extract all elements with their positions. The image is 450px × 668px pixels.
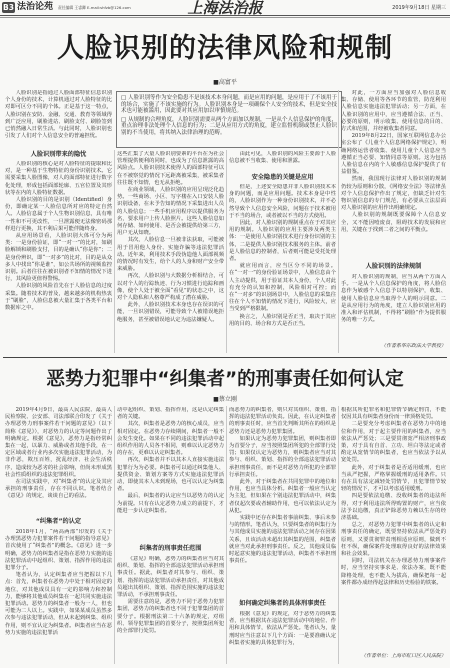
article-column-text <box>341 90 446 260</box>
paragraph: 而恶势力的纠集者，则只对其组织、策划、指挥的违法犯罪活动负责。因此，在认定纠集者的刑事责任时，应当首先判断其所在的组织是恶势力还是恶势力犯罪集团。 <box>229 407 336 435</box>
paragraph: 其次，纠集者是恶势力的核心成员，应当相对固定。在恶势力存续期间，纠集者一般不会发生变化。如果在不同的违法犯罪活动中起组织作用的人员各不相同，则难以认定恶势力的存在，更难以认定纠集者。 <box>117 421 224 457</box>
paragraph: 但是，上述安全隐患并非人脸识别技术本身的问题，而是应用问题。技术本身是中性的，人脸识别作为一种身份识别技术，并不必然导致个人信息安全风险，问题在于技术被用于不当的场合，或者被以不当的方式使用。 <box>229 184 336 219</box>
page-number-badge: B3 <box>3 3 14 12</box>
paragraph: 从应用场景看，人脸识别大体可分为两类：一是身份验证，即“一对一”的比对，如刷脸解锁和刷脸支付，目的是确认“你是你”；二是身份辨识，即“一对多”的比对，目的是从众多人中找出“你是谁”，如公共场所的视频监控识别。后者往往在被识别者不知情的情况下进行，其风险更值得警惕。 <box>5 233 112 283</box>
paragraph: 因此，对人脸识别的规制重点在于对其应用的规制。人脸识别的应用主要涉及两类主体：一是使用人脸识别技术进行身份识别的主体，二是提供人脸识别技术服务的主体。前者是人脸信息的控制者，后者则可能是受托处理者。 <box>229 220 336 263</box>
paragraph: 再次，人脸识别与大数据分析相结合，可以对个人的行踪轨迹、行为习惯进行追踪和画像，使个人处于被全面“看见”的状态之中，这对个人隐私和人格尊严构成了潜在威胁。 <box>117 273 224 302</box>
newspaper-masthead: 上海法治报 <box>187 0 263 17</box>
paragraph: 如果认定为恶势力犯罪集团，则纠集者即为首要分子，应当按照集团所犯的全部罪行处罚；如果仅认定为恶势力，则纠集者应当对其参与、组织、策划、指挥的全部违法犯罪活动承担刑事责任，而不是对恶势力所犯的全部罪行承担责任。 <box>229 435 336 478</box>
paragraph: 人脸识别是指通过人脸面部特征信息识别个人身份的技术，计算机通过对人脸特征的比对即可区分不同的个体。正是基于这一特点，人脸识别在安防、金融、交通、教育等领域得到广泛应用，刷脸进站、刷脸支付、刷脸签到已悄然融入日常生活。与此同时，人脸识别也引发了人们对个人信息安全的普遍担忧。 <box>5 90 112 140</box>
column-divider <box>338 406 339 664</box>
paragraph: 二是要充分考虑纠集者在恶势力中的地位和作用，对于起主要作用的纠集者，应当依法从严惩处；三是要贯彻宽严相济刑事政策，对于具有自首、立功、坦白等法定或者酌定从宽情节的纠集者，也应当依法予以从宽处罚。 <box>341 421 446 464</box>
paragraph: 2019年8月22日，国家互联网信息办公室公布了《儿童个人信息网络保护规定》，明确网络运营者收集、使用儿童个人信息应当遵循正当必要、知情同意等原则。这为包括人脸信息在内的个人敏感信息保护提供了有益借鉴。 <box>341 133 446 176</box>
paragraph: 四是要依法追缴、没收纠集者的违法所得，对于利用违法所得购置的财产，应当依法予以追缴，真正铲除恶势力赖以生存的经济基础。 <box>341 493 446 522</box>
header-divider <box>0 15 450 18</box>
section-name: 法治论苑 <box>17 2 54 12</box>
paragraph: 总之，对恶势力犯罪中纠集者的认定和刑事责任的确定，既要坚持依法从严惩处的原则，又要贯彻罪责刑相适应原则，做到不枉不纵，确保案件处理取得良好的法律效果和社会效果。 <box>341 522 446 558</box>
paragraph: 根据《意见》的规定，对于恶势力的纠集者，应当根据其在违法犯罪活动中的地位、作用和具体情节，依法从严惩处。笔者认为，量刑时应当注意以下几个方面：一是要准确认定纠集者实施的具体犯罪行为， <box>229 611 336 646</box>
subheading: 人脸识别带来的隐忧 <box>30 151 87 158</box>
issue-date: 2019年9月18日 星期三 <box>392 5 446 11</box>
paragraph: 同时，司法机关在办理恶势力刑事案件时，应当坚持实事求是、依法办案，既不能降格处理，也不能人为拔高，确保把每一起案件都办成经得起法律和历史检验的铁案。 <box>341 558 446 586</box>
paragraph: 此外，对于纠集者在共同犯罪中的地位和作用，也应当具体分析。纠集者一般应当认定为主犯，但如果在个别违法犯罪活动中，纠集者仅起次要或者辅助作用，也可以依法认定为从犯。 <box>229 479 336 514</box>
article-column-text <box>229 151 336 172</box>
article-column-text <box>5 90 112 148</box>
column-divider <box>338 90 339 353</box>
article-author: ■高富平 <box>213 79 237 86</box>
paragraph: 其次，人脸信息一旦被非法获取，可能被用于冒用他人身份、实施诈骗等违法犯罪活动。近年来，利用技术手段伪造他人面部视频的情况时有发生，给个人的人身和财产安全带来威胁。 <box>117 237 224 273</box>
editor-info: 责任编辑 王睿卿 E-mail:shfzb@126.com <box>58 5 131 10</box>
paragraph: 人脸识别的核心是对人脸特征的提取和比对，是一种基于生物特征的身份识别技术。它需要采集人脸图像，对人的面部特征进行数字化处理，形成包括面部轮廓、五官位置及其形状等在内的人脸特征数据。 <box>5 161 112 196</box>
paragraph: 人脸识别的风险首先在于人脸信息的过度采集。随着技术的普及，越来越多的机构热衷于“刷脸”，人脸信息被大量汇集于各类平台和数据库之中。 <box>5 283 112 312</box>
paragraph: 2018年1月，“两高两部”印发的《关于办理黑恶势力犯罪案件若干问题的指导意见》首次使用了“纠集者”的概念。《意见》进一步明确，恶势力的纠集者是指在恶势力实施的违法犯罪活动中起组织、策划、指挥作用的违法犯罪分子。 <box>5 529 112 572</box>
summary-point: □ 从规制的合理角度，人脸识别需要从两个方面加以规制，一是从个人信息保护的角度，重点治理非法处理个人信息的行为；二是从应用方式的角度，建立监督机制或禁止人脸识别的不当使用，将其纳入法律治理的范畴。 <box>121 116 337 136</box>
article-column-text <box>5 407 112 515</box>
paragraph: 然而，我国现行法律对人脸识别的规制仍较为原则和分散，《网络安全法》等法律虽对个人信息保护作出了规定，但缺乏针对生物识别信息的专门规范，有必要从立法层面对人脸识别的应用作出明确规定。 <box>341 176 446 212</box>
paragraph: 笔者认为，认定纠集者应当把握以下几点：首先，纠集者在恶势力中处于相对固定的地位，对其他成员具有一定的影响力和控制力，能够将其他成员纠集在一起共同实施违法犯罪活动。恶势力的纠集者一般为一人，但也可能为二人以上。实践中，如果某成员虽然多次参与违法犯罪活动，但从未起到纠集、组织作用，则不宜认定为纠集者。纠集者应当在恶势力实施的违法犯罪活 <box>5 572 112 636</box>
column-divider <box>226 150 227 353</box>
paragraph: 《意见》明确，恶势力的纠集者应当对其组织、策划、指挥的全部违法犯罪活动承担刑事责任。据此，纠集者对其参与、组织、策划、指挥的违法犯罪活动承担责任，对其他成员超出其组织、策划、指挥范围实施的违法犯罪活动，不承担刑事责任。 <box>117 556 224 599</box>
article-title: 恶势力犯罪中“纠集者”的刑事责任如何认定 <box>46 369 404 390</box>
paragraph: 在司法实践中，对“纠集者”的认定及其应承担的刑事责任，存在不同认识。笔者结合《意见》的规定，谈谈自己的看法。 <box>5 479 112 500</box>
column-divider <box>226 406 227 664</box>
article-column-text <box>117 407 224 542</box>
author-affiliation: （作者系华东政法大学教授） <box>380 343 446 349</box>
paragraph: 就应用而言，应当区分不同的场景。在“一对一”的身份验证场景中，人脸信息由个人主动提供，用于验证其本人身份，个人对此有充分的认知和控制，风险相对可控；而在“一对多”的识别场景中，人脸信息的采集往往在个人不知情的情况下进行，风险较大，应当受到严格限制。 <box>229 263 336 313</box>
paragraph: 对此，一方面应当加强对人脸信息收集、存储、使用等各环节的监管，防范利用人脸信息实施违法犯罪活动；另一方面，在人脸识别的应用中，应当遵循合法、正当、必要的原则，明示收集、使用信息的目的、方式和范围，并经被收集者同意。 <box>341 90 446 133</box>
article-author: ■蔡立刚 <box>213 396 237 403</box>
article-column-text <box>229 611 336 662</box>
paragraph: 此外，人脸识别技术本身也存在误识的可能，一旦识别错误，可能导致个人被错误地拒绝服务，甚至被错误地认定为违法嫌疑人。 <box>117 302 224 323</box>
paragraph: 动中起组织、策划、指挥作用，这是认定纠集者的关键。 <box>117 407 224 421</box>
article-divider <box>3 357 447 358</box>
paragraph: 2019年4月9日，最高人民法院、最高人民检察院、公安部、司法部联合印发了《关于办理恶势力刑事案件若干问题的意见》（以下简称《意见》），对恶势力的认定等问题作出了明确规定。根据《意见》，恶势力是指经常纠集在一起，以暴力、威胁或者其他手段，在一定区域或者行业内多次实施违法犯罪活动，为非作恶，欺压百姓，扰乱经济、社会生活秩序，造成较为恶劣的社会影响，但尚未形成黑社会性质组织的违法犯罪组织。 <box>5 407 112 478</box>
article-column-text <box>117 556 224 662</box>
paragraph: 实践中还存在纠集者事前纠集、事后未参与的情形。笔者认为，只要纠集者的纠集行为与其他成员实施的违法犯罪活动之间存在因果关系，且该活动未超出其纠集的范围，纠集者就应当对此承担刑事责任。反之，其他成员临时起意实施的违法犯罪活动，纠集者不承担刑事责任。 <box>229 515 336 565</box>
author-affiliation: （作者单位：上海市虹口区人民法院） <box>360 653 446 659</box>
article-column-text <box>229 407 336 597</box>
summary-point: □ 人脸识别等作为安全隐患不是该技术本身问题，而是应用的问题，是应用于了不该用于的场合，实施了不该实施的行为。人脸识别本身是一项确保个人安全的技术，但是安全技术也可能被滥用，因此要对其应用加以审慎规范。 <box>121 95 337 115</box>
subheading: 安全隐患的关键是应用 <box>251 174 314 181</box>
column-divider <box>114 150 115 353</box>
article-title: 人脸识别的法律风险和规制 <box>57 33 393 64</box>
subheading: 人脸识别的法律规制 <box>365 263 422 270</box>
column-divider <box>114 406 115 664</box>
paragraph: 最后，纠集者的认定应当以恶势力的认定为前提。只有在认定恶势力成立的前提下，才能进一步认定纠集者。 <box>117 493 224 514</box>
article-column-text <box>5 529 112 662</box>
article-column-text <box>5 161 112 352</box>
article-column-text <box>117 151 224 352</box>
article-column-text <box>341 274 446 340</box>
subheading: “纠集者”的认定 <box>35 518 82 525</box>
paragraph: 在商业领域，人脸识别的应用呈现泛化趋势。一些商场、小区、写字楼在入口安装人脸识别设备，在未予告知的情况下采集进出人员的人脸信息；一些手机应用程序以提供服务为名，要求用户上传人脸照片。这些人脸信息如何存储、如何使用、是否会被提供给第三方，用户无从知晓。 <box>117 187 224 237</box>
paragraph: 此外，对于纠集者是否适用缓刑，也应当从严把握，严格掌握缓刑的适用条件。只有在具有法定减轻处罚情节，且犯罪情节较轻的情况下，才可以考虑适用缓刑。 <box>341 464 446 493</box>
paragraph: 根据其所犯罪名和犯罪情节确定刑罚，不能仅因其具有纠集者身份而一律顶格处罚。 <box>341 407 446 421</box>
paragraph: 再次，纠集者并不以其本人直接实施违法犯罪行为为必要。纠集者可以通过纠集他人、提供资金、策划方案等方式实施违法犯罪活动，即使其本人未到现场，也可以认定为纠集者。 <box>117 457 224 493</box>
paragraph: 对人脸识别的规制，应当从两个方面入手。一是从个人信息保护的角度，将人脸信息作为敏感个人信息予以特别保护，收集、使用人脸信息应当取得个人的明示同意。二是从应用行为的角度，建立人脸识别应用的准入和评估机制，不得将“刷脸”作为提供服务的唯一方式。 <box>341 274 446 324</box>
paragraph: 人脸识别的目的是识别（Identified）身份，即确定某一人脸信息所对应的特定自然人。人脸信息属于个人生物识别信息，具有唯一性和不可更改性，一旦泄露便无法像密码那样进行更换，其不利后果可能伴随终身。 <box>5 197 112 232</box>
paragraph: 需要注意的是，恶势力不同于恶势力犯罪集团，恶势力的纠集者也不同于犯罪集团的首要分子。根据刑法第二十六条的规定，对组织、领导犯罪集团的首要分子，按照集团所犯的全部罪行处罚。 <box>117 599 224 635</box>
article-column-text <box>229 184 336 352</box>
subheading: 纠集者的刑事责任范围 <box>139 545 202 552</box>
subheading: 如何确定纠集者的具体刑事责任 <box>239 600 326 607</box>
paragraph: 这些汇集了大量人脸识别要素的平台在为社会管理提供便利的同时，也成为了信息泄露的高风险点。人脸识别技术使得人的面部特征可以在不被察觉的情况下远距离被采集，被采集者往往既不知情，也无从拒绝。 <box>117 151 224 186</box>
summary-box <box>116 91 342 148</box>
paragraph: 换言之，人脸识别是否正当，取决于其应用的目的、场合和方式是否正当。 <box>229 313 336 327</box>
paragraph: 人脸识别的规制既要保障个人信息安全，又不能因噎废食，阻碍技术的发展和应用，关键在于找到二者之间的平衡点。 <box>341 212 446 233</box>
article-column-text <box>341 407 446 650</box>
paragraph: 由此可见，人脸识别的风险主要源于人脸信息被不当收集、使用和泄露。 <box>229 151 336 165</box>
